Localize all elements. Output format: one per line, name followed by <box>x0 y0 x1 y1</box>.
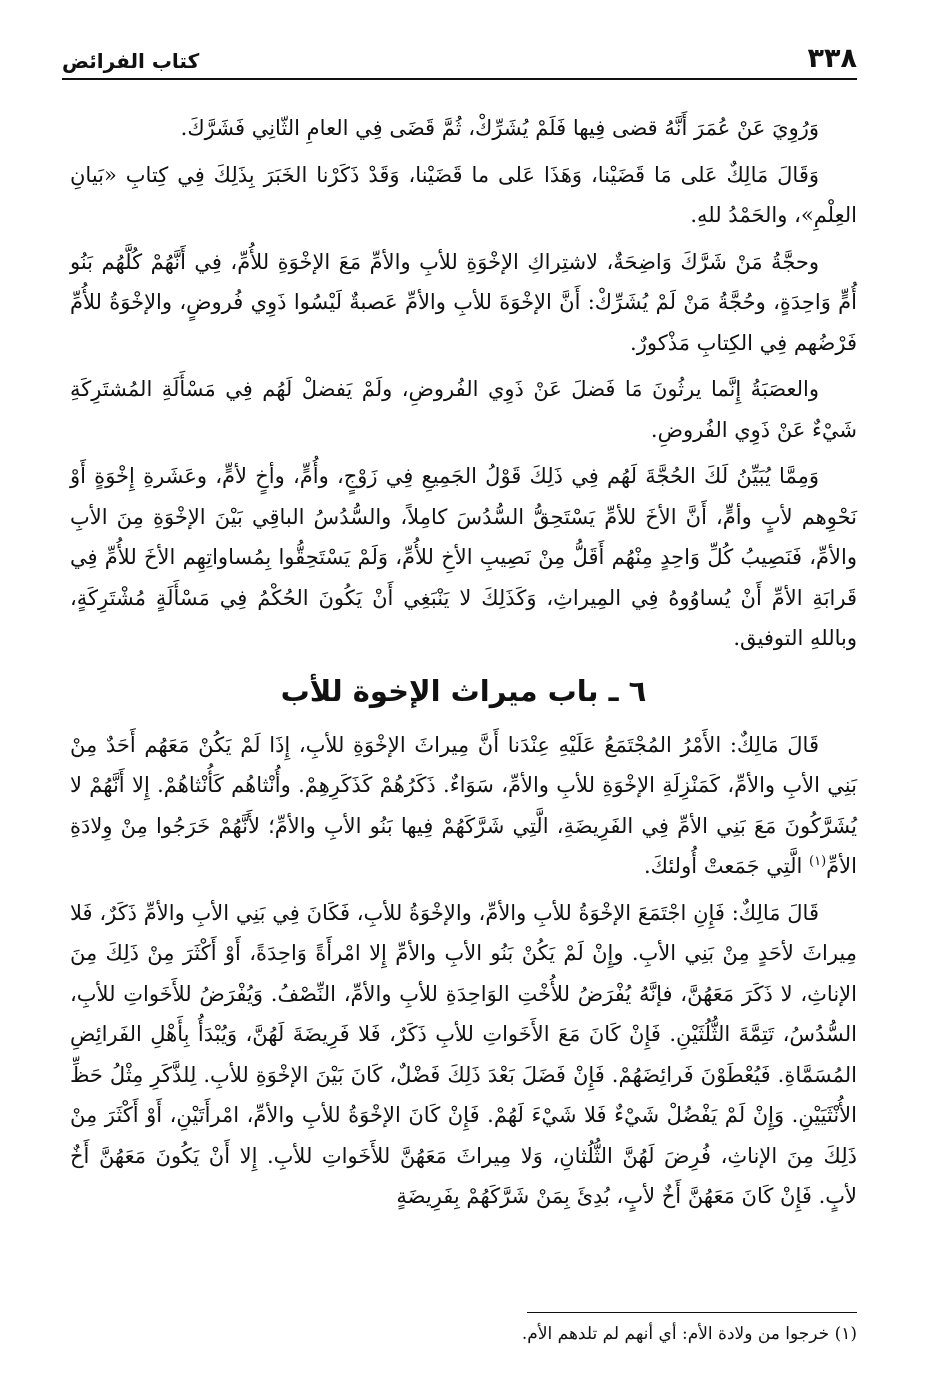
paragraph: وَمِمَّا يُبَيِّنُ لَكَ الحُجَّةَ لَهُم فِي ذَلِكَ قَوْلُ الجَمِيعِ فِي زَوْجٍ، وأُمٍّ، وأخٍ لأمٍّ، وعَشَرةِ إِخْوَةٍ أَوْ نَحْوِهم لأبٍ وأمٍّ، أَنَّ الأخَ للأمِّ يَسْتَحِقُّ السُّدُسَ كامِلاً، والسُّدُسُ الباقِي بَيْنَ الإخْوَةِ مِنَ الأبِ والأمِّ، فَنَصِيبُ كُلِّ وَاحِدٍ مِنْهُم أَقَلُّ مِنْ نَصِيبِ الأخِ للأُمِّ، وَلَمْ يَسْتَحِقُّوا بِمُساواتِهِم الأخَ للأُمِّ فِي قَرابَةِ الأمِّ أَنْ يُساوُوهُ فِي المِيراثِ، وَكَذَلِكَ لا يَنْبَغِي أَنْ يَكُونَ الحُكْمُ فِي مَسْأَلَةٍ مُشْتَرِكَةٍ، وباللهِ التوفيق. <box>70 464 857 650</box>
footnote-marker[interactable]: (١) <box>809 854 827 869</box>
book-title: كتاب الفرائض <box>62 49 200 73</box>
page-number: ٣٣٨ <box>807 43 857 74</box>
paragraph: وحجَّةُ مَنْ شَرَّكَ وَاضِحَةٌ، لاشتِراكِ الإخْوَةِ للأبِ والأمِّ مَعَ الإخْوَةِ للأُمِّ، فِي أَنَّهُمْ كُلَّهُم بَنُو أُمٍّ وَاحِدَةٍ، وحُجَّةُ مَنْ لَمْ يُشَرِّكْ: أَنَّ الإخْوَةَ للأبِ والأمِّ عَصبةٌ لَيْسُوا ذَوِي فُروضٍ، والإخْوَةُ للأُمِّ فَرْضُهم فِي الكِتابِ مَذْكورٌ. <box>70 249 857 355</box>
chapter-paragraph-text: قَالَ مَالِكٌ: الأَمْرُ المُجْتَمَعُ عَلَيْهِ عِنْدَنا أَنَّ مِيراثَ الإخْوَةِ للأبِ، إِذَا لَمْ يَكُنْ مَعَهُم أَحَدٌ مِنْ بَنِي الأبِ والأمِّ، كَمَنْزِلَةِ الإخْوَةِ للأبِ والأمِّ، سَوَاءٌ. ذَكَرُهُمْ كَذَكَرِهِمْ. وأُنْثاهُم كَأُنْثاهُمْ. إِلا أَنَّهُمْ لا يُشَرَّكُونَ مَعَ بَنِي الأمِّ فِي الفَرِيضَةِ، الَّتِي شَرَّكَهُمْ فِيها بَنُو الأبِ والأمِّ؛ لأَنَّهُمْ خَرَجُوا مِنْ وِلادَةِ الأمِّ <box>70 732 857 878</box>
chapter-heading: ٦ ـ باب ميراث الإخوة للأب <box>280 673 647 708</box>
chapter-paragraph-end: الَّتِي جَمَعتْ أُولئكَ. <box>643 854 810 878</box>
footnote: (١) خرجوا من ولادة الأم: أي أنهم لم تلدهم الأم. <box>521 1324 857 1344</box>
chapter-paragraph: قَالَ مَالِكٌ: فَإِنِ اجْتَمَعَ الإخْوَةُ للأبِ والأمِّ، والإخْوَةُ للأبِ، فَكَانَ فِي بَنِي الأبِ والأمِّ ذَكَرٌ، فَلا مِيراثَ لأحَدٍ مِنْ بَنِي الأبِ. وإِنْ لَمْ يَكُنْ بَنُو الأبِ والأمِّ إِلا امْرأَةً وَاحِدَةً، أَوْ أَكْثَرَ مِنْ ذَلِكَ مِنَ الإناثِ، لا ذَكَرَ مَعَهُنَّ، فإنَّهُ يُفْرَضُ للأُخْتِ الوَاحِدَةِ للأبِ والأمِّ، النِّصْفُ. وَيُفْرَضُ للأَخَواتِ للأبِ، السُّدُسُ، تَتِمَّةَ الثُّلُثَيْنِ. فَإِنْ كَانَ مَعَ الأَخَواتِ للأبِ ذَكَرٌ، فَلا فَرِيضَةَ لَهُنَّ، وَيُبْدَأُ بِأَهْلِ الفَرائِضِ المُسَمَّاةِ. فَيُعْطَوْنَ فَرائِضَهُمْ. فَإِنْ فَضَلَ بَعْدَ ذَلِكَ فَضْلٌ، كَانَ بَيْنَ الإخْوَةِ للأبِ. لِلذَّكَرِ مِثْلُ حَظِّ الأُنْثَيَيْنِ. وَإِنْ لَمْ يَفْضُلْ شَيْءٌ فَلا شَيْءَ لَهُمْ. فَإِنْ كَانَ الإخْوَةُ للأبِ والأمِّ، امْرأَتَيْنِ، أَوْ أَكْثَرَ مِنْ ذَلِكَ مِنَ الإناثِ، فُرِضَ لَهُنَّ الثُّلُثانِ، وَلا مِيراثَ مَعَهُنَّ للأَخَواتِ للأبِ. إِلا أَنْ يَكُونَ مَعَهُنَّ أَخٌ لأبٍ. فَإِنْ كَانَ مَعَهُنَّ أَخٌ لأبٍ، بُدِئَ بِمَنْ شَرَّكَهُمْ بِفَرِيضَةٍ <box>70 900 857 1208</box>
running-head <box>62 34 857 80</box>
body-text <box>70 108 857 1223</box>
paragraph: وَرُوِيَ عَنْ عُمَرَ أَنَّهُ قضى فِيها فَلَمْ يُشَرِّكْ، ثُمَّ قَضَى فِي العامِ الثّانِي فَشَرَّكَ. <box>180 116 819 140</box>
footnote-divider <box>527 1312 857 1313</box>
chapter-paragraph <box>70 725 857 887</box>
paragraph: وَقَالَ مَالِكٌ عَلى مَا قَضَيْنا، وَهَذَا عَلى ما قَضَيْنا، وَقَدْ ذَكَرْنا الخَبَرَ بِذَلِكَ فِي كِتابِ «بَيانِ العِلْمِ»، والحَمْدُ للهِ. <box>70 162 857 227</box>
paragraph: والعصَبَةُ إِنَّما يرثُونَ مَا فَضلَ عَنْ ذَوِي الفُروضِ، ولَمْ يَفضلْ لَهُم فِي مَسْأَلَةِ المُشتَرِكَةِ شَيْءٌ عَنْ ذَوِي الفُروضِ. <box>70 377 857 442</box>
